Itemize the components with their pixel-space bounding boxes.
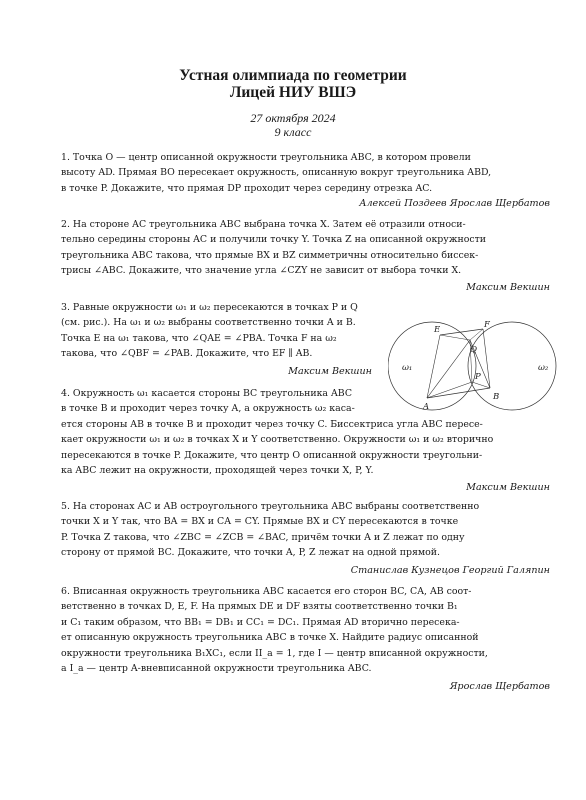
date: 27 октября 2024 bbox=[250, 111, 336, 125]
problem-1-line: в точке P. Докажите, что прямая DP проходит через середину отрезка AC. bbox=[61, 182, 433, 194]
label-q: Q bbox=[470, 345, 477, 355]
problem-4-line: кает окружности ω₁ и ω₂ в точках X и Y соответственно. Окружности ω₁ и ω₂ вторично bbox=[61, 434, 494, 446]
label-f: F bbox=[484, 320, 490, 330]
problem-5-line: точки X и Y так, что BA = BX и CA = CY. Прямые BX и CY пересекаются в точке bbox=[61, 516, 459, 528]
problem-6-line: а I_a — центр A-вневписанной окружности треугольника ABC. bbox=[61, 663, 372, 675]
grade: 9 класс bbox=[274, 125, 312, 139]
problem-6-line: ет описанную окружность треугольника ABC в точке X. Найдите радиус описанной bbox=[61, 632, 479, 644]
problem-4-line: в точке B и проходит через точку A, а окружность ω₂ каса- bbox=[61, 403, 355, 415]
problem-5-line: сторону от прямой BC. Докажите, что точки A, P, Z лежат на одной прямой. bbox=[61, 547, 441, 559]
problem-1-line: высоту AD. Прямая BO пересекает окружность, описанную вокруг треугольника ABD, bbox=[61, 167, 492, 179]
problem-6-author: Ярослав Щербатов bbox=[449, 681, 550, 692]
problem-1 bbox=[61, 150, 552, 196]
problem-3-line: Точка E на ω₁ такова, что ∠QAE = ∠PBA. Точка F на ω₂ bbox=[61, 332, 337, 344]
problem-5-line: P. Точка Z такова, что ∠ZBC = ∠ZCB = ∠BAC, причём точки A и Z лежат по одну bbox=[61, 531, 465, 543]
problem-4-line: ется стороны AB в точке B и проходит через точку C. Биссектриса угла ABC пересе- bbox=[61, 418, 483, 430]
problem-6-line: и C₁ таким образом, что BB₁ = DB₁ и CC₁ = DC₁. Прямая AD вторично пересека- bbox=[61, 616, 460, 628]
title-line-2: Лицей НИУ ВШЭ bbox=[229, 84, 357, 101]
label-e: E bbox=[434, 325, 441, 335]
segment-ef bbox=[440, 329, 483, 335]
problem-2-line: трисы ∠ABC. Докажите, что значение угла ∠CZY не зависит от выбора точки X. bbox=[61, 265, 462, 277]
problem-4-line: ка ABC лежит на окружности, проходящей через точки X, P, Y. bbox=[61, 465, 374, 477]
problem-1-line: 1. Точка O — центр описанной окружности треугольника ABC, в котором провели bbox=[61, 152, 471, 163]
problem-4-line: 4. Окружность ω₁ касается стороны BC треугольника ABC bbox=[61, 388, 353, 399]
label-omega-2: ω₂ bbox=[538, 363, 549, 373]
problem-5-line: 5. На сторонах AC и AB остроугольного треугольника ABC выбраны соответственно bbox=[61, 501, 480, 512]
problem-2-line: треугольника ABC такова, что прямые BX и BZ симметричны относительно биссек- bbox=[61, 249, 479, 261]
problem-6-line: окружности треугольника B₁XC₁, если II_a = 1, где I — центр вписанной окружности, bbox=[61, 647, 488, 659]
problem-2-line: тельно середины стороны AC и получили точку Y. Точка Z на описанной окружности bbox=[61, 234, 487, 246]
problem-3-author: Максим Векшин bbox=[288, 366, 372, 377]
problem-6 bbox=[61, 584, 552, 676]
label-a: A bbox=[423, 402, 430, 412]
title-line-1: Устная олимпиада по геометрии bbox=[179, 67, 407, 84]
problem-6-line: 6. Вписанная окружность треугольника ABC касается его сторон BC, CA, AB соот- bbox=[61, 586, 472, 597]
problem-5-author: Станислав Кузнецов Георгий Галяпин bbox=[350, 565, 550, 576]
problem-1-author: Алексей Поздеев Ярослав Щербатов bbox=[359, 198, 550, 209]
problem-3-line: 3. Равные окружности ω₁ и ω₂ пересекаются в точках P и Q bbox=[61, 302, 358, 313]
problem-4 bbox=[61, 386, 552, 478]
problem-3-line: такова, что ∠QBF = ∠PAB. Докажите, что EF ∥ AB. bbox=[61, 348, 313, 360]
problem-5 bbox=[61, 499, 552, 561]
problem-2-author: Максим Векшин bbox=[466, 282, 550, 293]
problem-2 bbox=[61, 217, 552, 279]
label-omega-1: ω₁ bbox=[402, 363, 413, 373]
problem-4-line: пересекаются в точке P. Докажите, что центр O описанной окружности треугольни- bbox=[61, 449, 483, 461]
problem-4-author: Максим Векшин bbox=[466, 482, 550, 493]
problem-2-line: 2. На стороне AC треугольника ABC выбрана точка X. Затем её отразили относи- bbox=[61, 219, 466, 230]
label-b: B bbox=[493, 392, 500, 402]
problem-6-line: ветственно в точках D, E, F. На прямых DE и DF взяты соответственно точки B₁ bbox=[61, 601, 458, 613]
label-p: P bbox=[475, 372, 481, 382]
problem-3-line: (см. рис.). На ω₁ и ω₂ выбраны соответственно точки A и B. bbox=[61, 317, 356, 329]
problem-3 bbox=[61, 300, 381, 362]
